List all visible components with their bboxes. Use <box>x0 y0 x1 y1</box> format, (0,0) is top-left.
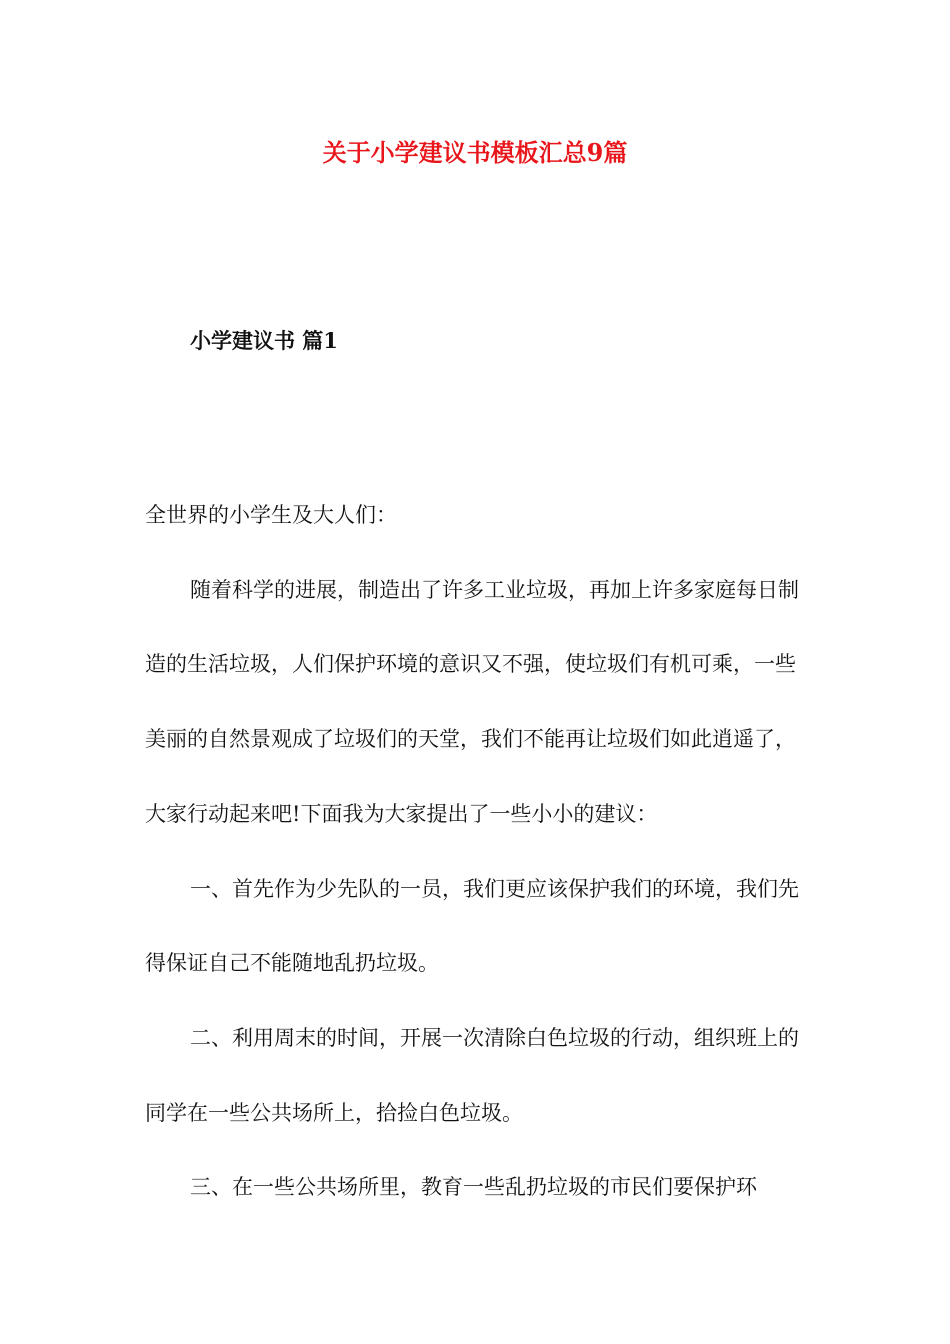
paragraph-1: 随着科学的进展，制造出了许多工业垃圾，再加上许多家庭每日制造的生活垃圾，人们保护环境的意识又不强，使垃圾们有机可乘，一些美丽的自然景观成了垃圾们的天堂，我们不能再让垃圾们如此逍遥了，大家行动起来吧!下面我为大家提出了一些小小的建议： <box>145 577 799 826</box>
document-body <box>145 478 810 1225</box>
paragraph-3: 二、利用周末的时间，开展一次清除白色垃圾的行动，组织班上的同学在一些公共场所上，拾捡白色垃圾。 <box>145 1025 799 1125</box>
section-heading: 小学建议书 篇1 <box>190 328 338 353</box>
paragraph-2: 一、首先作为少先队的一员，我们更应该保护我们的环境，我们先得保证自己不能随地乱扔垃圾。 <box>145 876 799 976</box>
paragraph-4: 三、在一些公共场所里，教育一些乱扔垃圾的市民们要保护环 <box>190 1175 757 1200</box>
document-title: 关于小学建议书模板汇总9篇 <box>322 138 628 167</box>
salutation: 全世界的小学生及大人们： <box>145 503 397 527</box>
